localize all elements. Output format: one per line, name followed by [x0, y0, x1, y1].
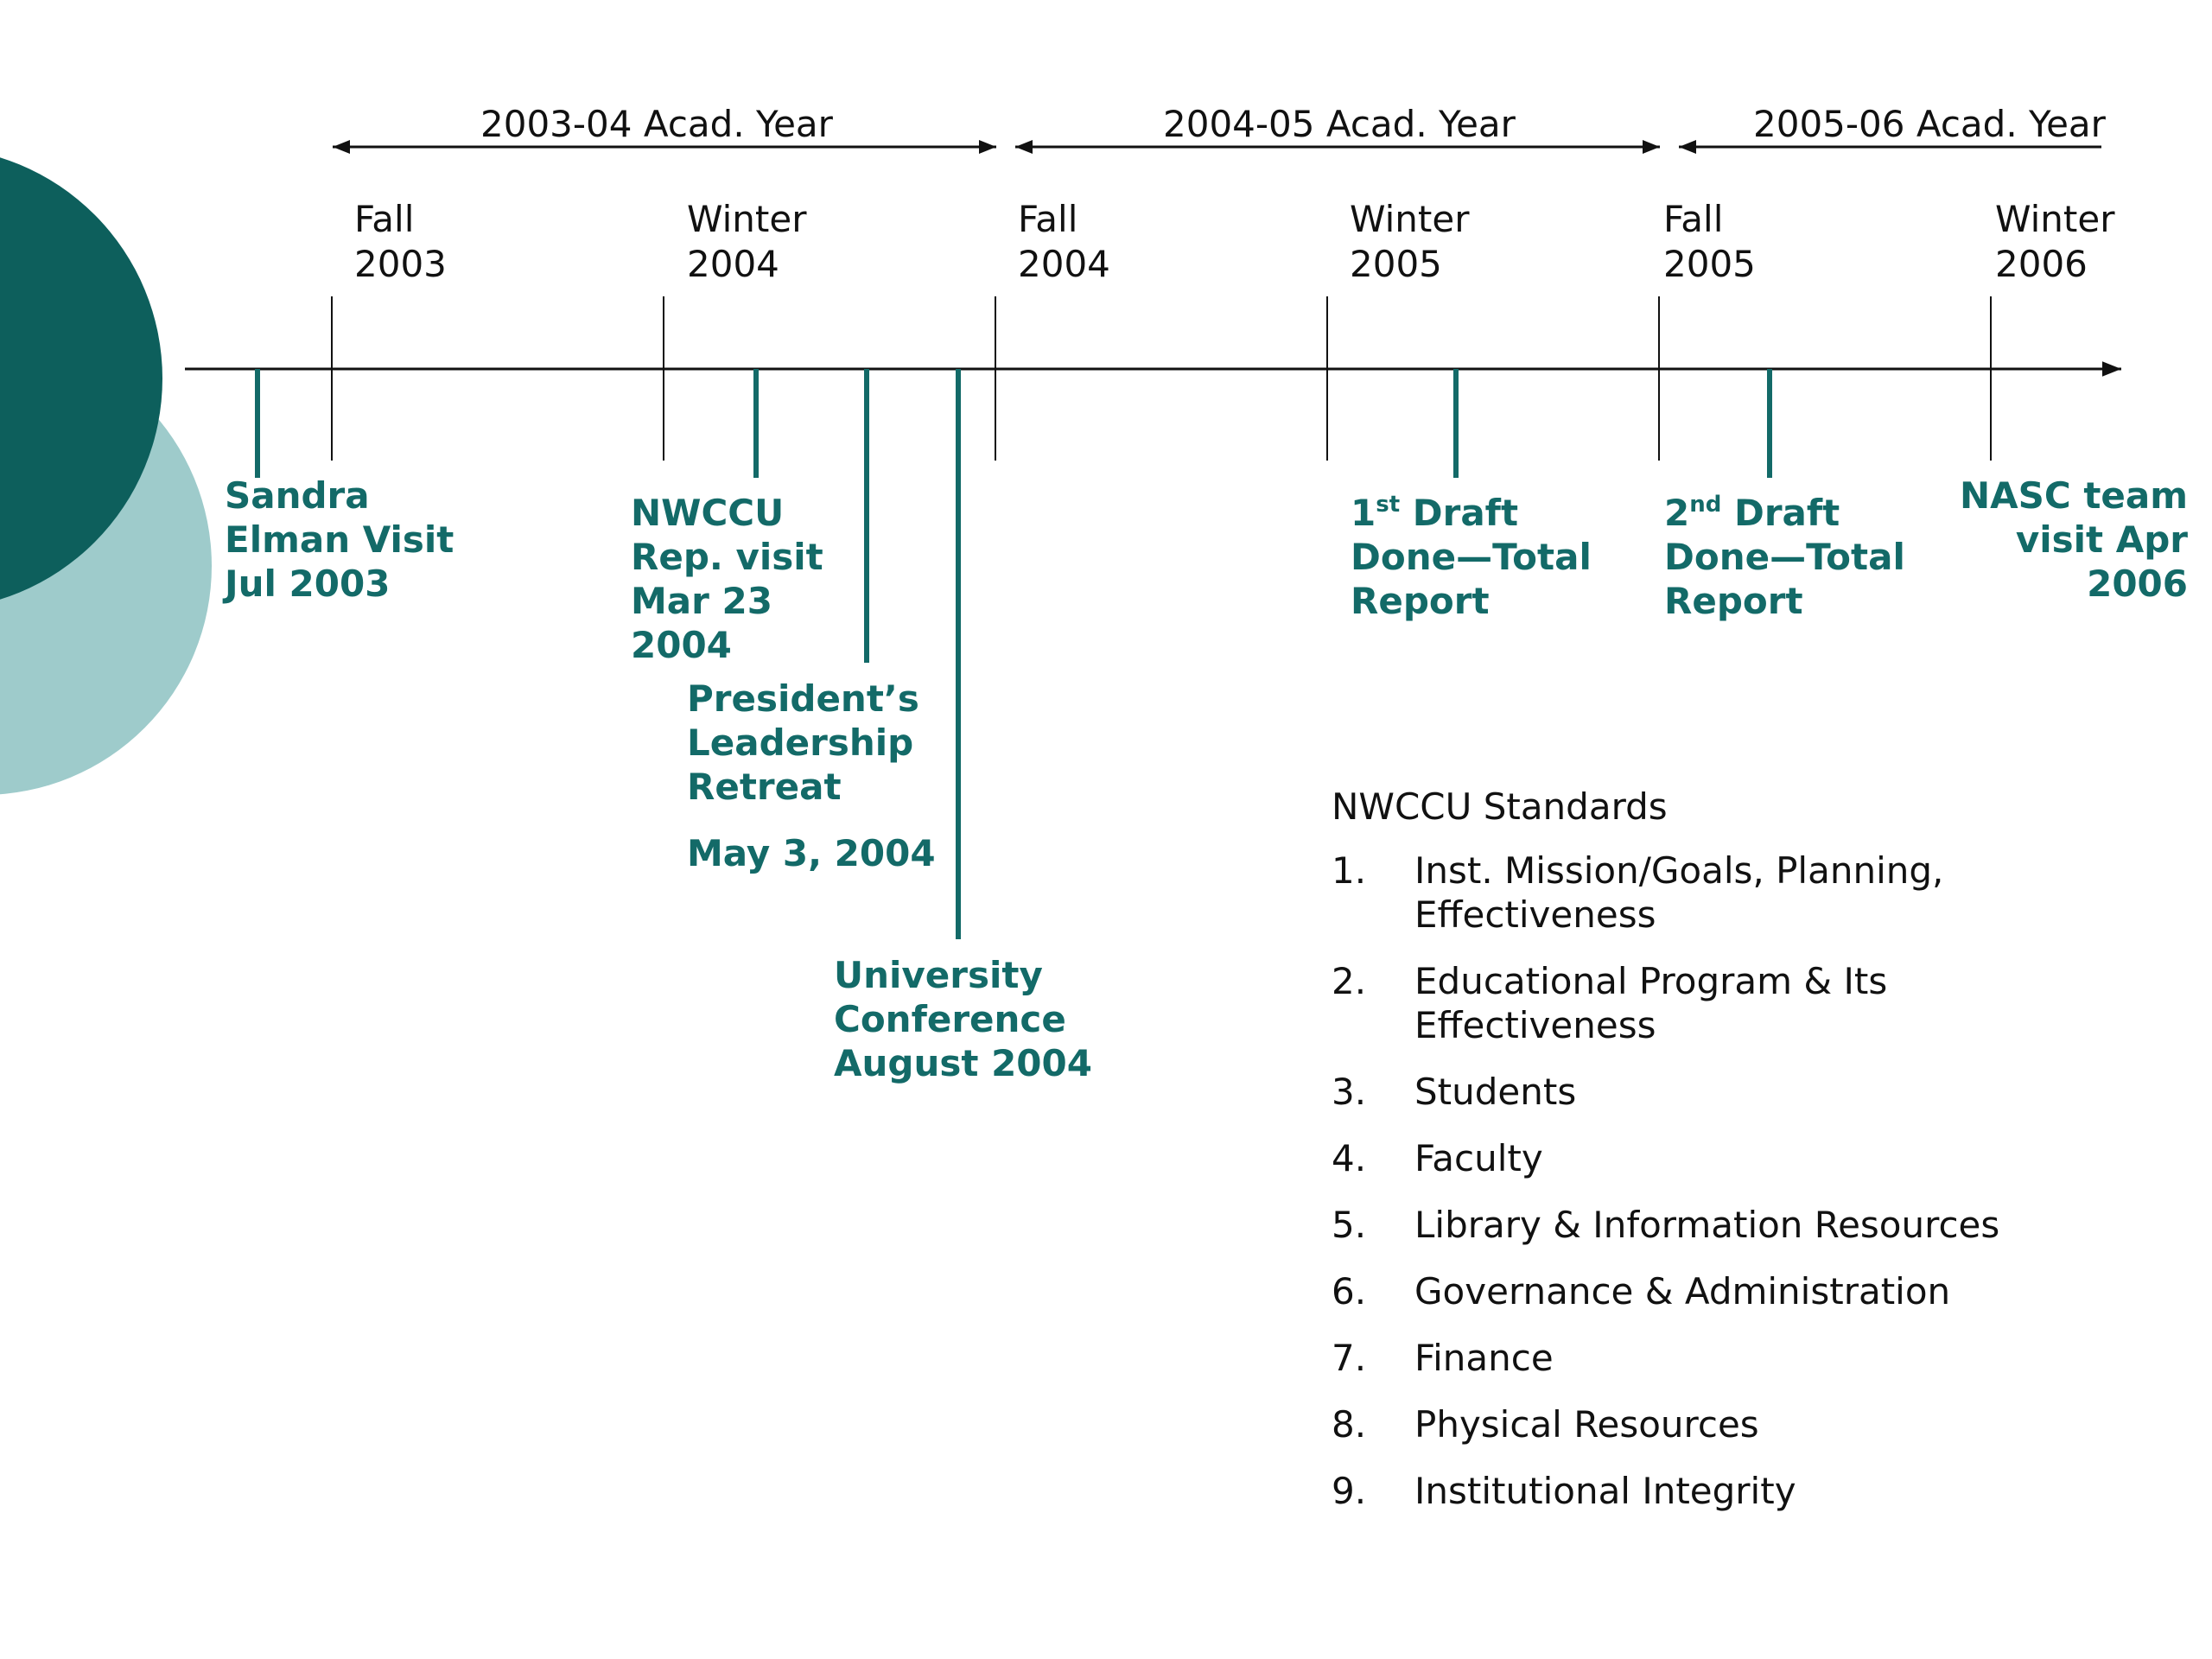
acad-year-label-2004-05: 2004-05 Acad. Year	[1163, 103, 1516, 145]
standard-item: 4. Faculty	[1332, 1137, 1543, 1179]
standard-item: 9. Institutional Integrity	[1332, 1470, 1796, 1512]
event-label-nwccu-rep-visit: NWCCU Rep. visit Mar 23 2004	[631, 492, 823, 666]
event-label-second-draft: 2nd Draft Done—Total Report	[1664, 492, 1905, 622]
standard-item: 1. Inst. Mission/Goals, Planning, Effectiveness	[1332, 849, 1944, 936]
standards-list	[1332, 785, 2196, 1535]
term-label-fall-2003: Fall 2003	[354, 198, 447, 285]
acad-year-label-2005-06: 2005-06 Acad. Year	[1753, 103, 2106, 145]
standard-item: 2. Educational Program & Its Effectiveness	[1332, 960, 1888, 1046]
standard-item: 7. Finance	[1332, 1337, 1554, 1379]
standard-item: 8. Physical Resources	[1332, 1403, 1759, 1446]
acad-year-label-2003-04: 2003-04 Acad. Year	[480, 103, 833, 145]
event-label-first-draft: 1st Draft Done—Total Report	[1351, 492, 1592, 622]
term-label-winter-2004: Winter 2004	[687, 198, 807, 285]
term-label-fall-2004: Fall 2004	[1018, 198, 1110, 285]
standard-item: 5. Library & Information Resources	[1332, 1204, 2000, 1246]
event-label-nasc-team-visit: NASC team visit Apr 2006	[1959, 474, 2188, 605]
term-label-fall-2005: Fall 2005	[1663, 198, 1756, 285]
standards-title: NWCCU Standards	[1332, 785, 1668, 828]
term-label-winter-2006: Winter 2006	[1995, 198, 2115, 285]
event-label-leadership-retreat: President’s Leadership Retreat May 3, 2004	[687, 677, 936, 874]
term-label-winter-2005: Winter 2005	[1350, 198, 1470, 285]
standard-item: 3. Students	[1332, 1071, 1577, 1113]
standard-item: 6. Governance & Administration	[1332, 1270, 1951, 1313]
event-label-elman-visit: Sandra Elman Visit Jul 2003	[225, 474, 454, 605]
event-label-university-conference: University Conference August 2004	[834, 954, 1092, 1084]
event-date-leadership-retreat: May 3, 2004	[687, 832, 936, 874]
